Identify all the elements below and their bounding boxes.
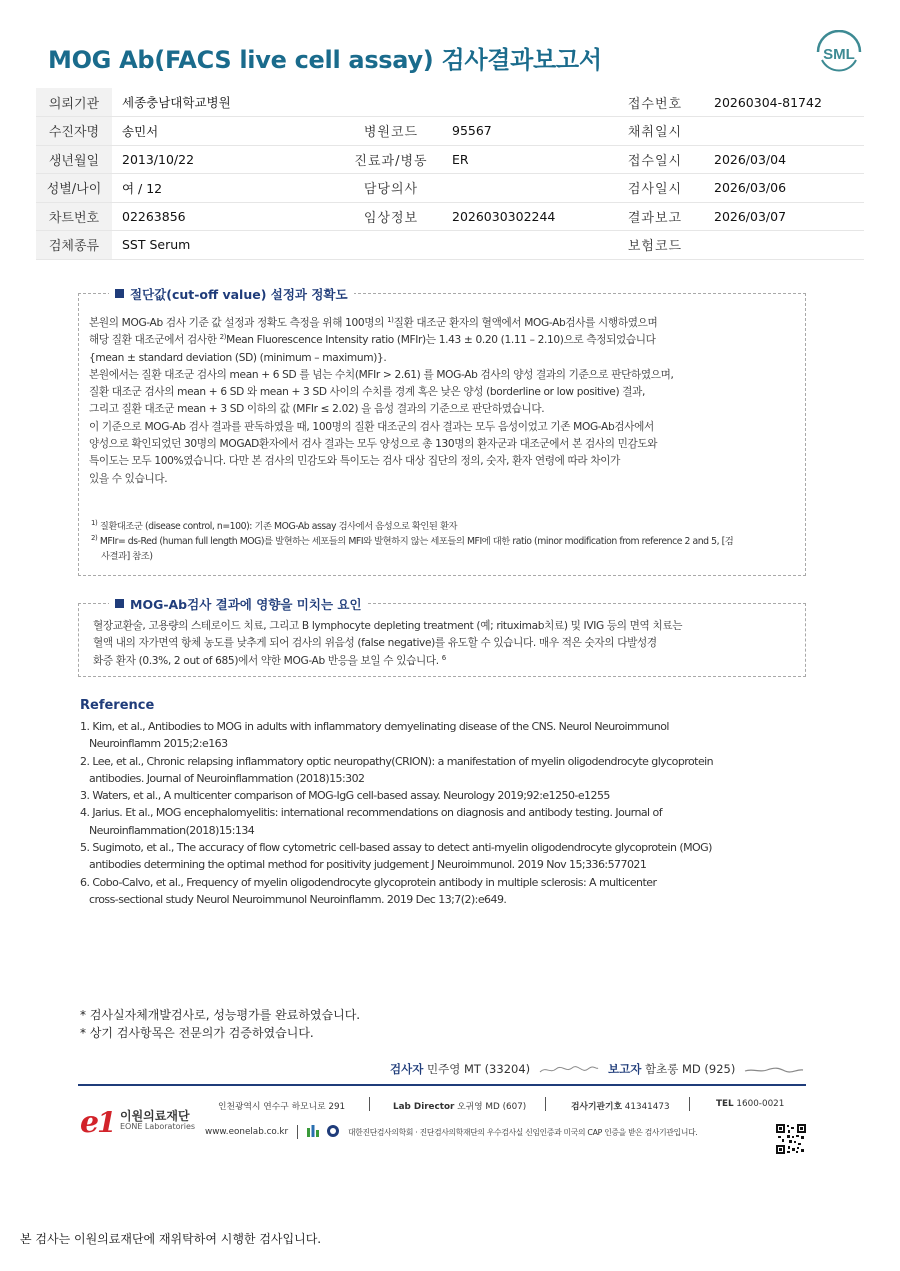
info-value: 2013/10/22 <box>112 145 340 174</box>
reference-line: 1. Kim, et al., Antibodies to MOG in adults with inflammatory demyelinating disease of the CNS. Neurol Neuroimmunol <box>80 720 669 733</box>
bottom-notice: 본 검사는 이원의료재단에 재위탁하여 시행한 검사입니다. <box>20 1232 322 1246</box>
footer-separator <box>545 1097 546 1111</box>
qr-code-icon <box>776 1124 806 1154</box>
notes <box>80 1007 360 1042</box>
info-value <box>442 174 606 203</box>
cap-cert-icon <box>326 1124 340 1138</box>
info-label: 검체종류 <box>36 231 112 260</box>
reference-line: 2. Lee, et al., Chronic relapsing inflammatory optic neuropathy(CRION): a manifestation of myelin oligodendrocyte glycoprotein <box>80 754 714 768</box>
tester-signature-scribble-icon <box>538 1064 600 1076</box>
cutoff-text-line: 본원에서는 질환 대조군 검사의 mean + 6 SD 를 넘는 수치(MFIr > 2.61) 를 MOG-Ab 검사의 양성 결과의 기준으로 판단하였으며, <box>89 368 674 381</box>
svg-text:SML: SML <box>823 46 855 63</box>
lab-cert-icon <box>306 1124 320 1138</box>
reference-list <box>80 718 713 908</box>
footer-address: 인천광역시 연수구 하모니로 291 <box>218 1102 346 1112</box>
reference-line: Neuroinflammation(2018)15:134 <box>89 823 255 837</box>
cutoff-text-line: 질환 대조군 검사의 mean + 6 SD 와 mean + 3 SD 사이의 수치를 경계 혹은 낮은 양성 (borderline or low positive) 결과, <box>89 386 646 399</box>
factors-text-line: 화증 환자 (0.3%, 2 out of 685)에서 약한 MOG-Ab 반응을 보일 수 있습니다. $^6$ <box>93 653 446 667</box>
factors-text-line: 혈장교환술, 고용량의 스테로이드 치료, 그리고 B lymphocyte depleting treatment (예; rituximab치료) 및 IVIG 등의 면역 치료는 <box>93 620 683 632</box>
info-label: 성별/나이 <box>36 174 112 203</box>
footer-org-code: 검사기관기호 41341473 <box>571 1102 670 1112</box>
info-row <box>36 117 864 146</box>
sml-logo-icon <box>814 30 864 76</box>
info-value: 95567 <box>442 117 606 146</box>
info-row <box>36 145 864 174</box>
info-value <box>704 117 864 146</box>
cutoff-heading: 절단값(cut-off value) 설정과 정확도 <box>109 285 354 303</box>
report-title: MOG Ab(FACS live cell assay) 검사결과보고서 <box>48 46 602 74</box>
cutoff-text-line: 있을 수 있습니다. <box>89 472 168 485</box>
footer-divider <box>78 1084 806 1086</box>
reference-line: 5. Sugimoto, et al., The accuracy of flow cytometric cell-based assay to detect anti-myelin oligodendrocyte glycoprotein (MOG) <box>80 841 712 855</box>
reference-line: 3. Waters, et al., A multicenter comparison of MOG-IgG cell-based assay. Neurology 2019;92:e1250-e1255 <box>80 789 610 803</box>
info-value: 송민서 <box>112 117 340 146</box>
reference-line: antibodies determining the optimal method for positivity judgement J Neuroimmunol. 2019 Nov 15;336:577021 <box>89 858 647 872</box>
cutoff-text-line: 이 기준으로 MOG-Ab 검사 결과를 판독하였을 때, 100명의 질환 대조군의 검사 결과는 모두 음성이었고 기존 MOG-Ab검사에서 <box>89 420 654 433</box>
info-label: 접수일시 <box>606 145 704 174</box>
footer-lab-director: Lab Director 오귀영 MD (607) <box>393 1102 527 1112</box>
footnote-2-cont: 사결과] 참조) <box>101 551 153 562</box>
cutoff-text-line: 양성으로 확인되었던 30명의 MOGAD환자에서 검사 결과는 모두 양성으로 총 130명의 환자군과 대조군에서 본 검사의 민감도와 <box>89 438 658 451</box>
info-label: 병원코드 <box>340 117 442 146</box>
info-value: 20260304-81742 <box>704 88 864 117</box>
info-row <box>36 88 864 117</box>
factors-section <box>78 597 806 677</box>
cutoff-text-line: 해당 질환 대조군에서 검사한 $^{2)}$Mean Fluorescence Intensity ratio (MFIr)는 1.43 ± 0.20 (1.11 – 2.10)으로 측정되었습니다 <box>89 333 656 347</box>
info-value <box>704 231 864 260</box>
eone-logo-icon <box>80 1102 120 1138</box>
eone-org-name: 이원의료재단 <box>120 1109 190 1123</box>
heading-square-icon <box>115 599 124 608</box>
info-label: 접수번호 <box>606 88 704 117</box>
info-row <box>36 202 864 231</box>
patient-info-table <box>36 88 864 260</box>
reporter-signature-scribble-icon <box>743 1064 805 1076</box>
note-line: * 상기 검사항목은 전문의가 검증하였습니다. <box>80 1025 314 1040</box>
info-row <box>36 174 864 203</box>
reference-title: Reference <box>80 698 155 713</box>
footer-separator <box>689 1097 690 1111</box>
cutoff-text-line: 특이도는 모두 100%였습니다. 다만 본 검사의 민감도와 특이도는 검사 대상 집단의 정의, 숫자, 환자 연령에 따라 차이가 <box>89 455 620 468</box>
footer-tel: TEL 1600-0021 <box>716 1099 785 1109</box>
cutoff-text-line: 그리고 질환 대조군 mean + 3 SD 이하의 값 (MFIr ≤ 2.02) 을 음성 결과의 기준으로 판단하였습니다. <box>89 403 545 416</box>
info-value: 2026030302244 <box>442 202 606 231</box>
cutoff-section <box>78 287 806 576</box>
footer-separator <box>369 1097 370 1111</box>
info-label <box>340 231 442 260</box>
reporter-signature: 보고자 함초롱 MD (925) <box>608 1061 805 1077</box>
info-value: 2026/03/06 <box>704 174 864 203</box>
tester-signature: 검사자 민주영 MT (33204) <box>390 1061 600 1077</box>
info-value: 2026/03/04 <box>704 145 864 174</box>
info-value: SST Serum <box>112 231 340 260</box>
reference-line: cross-sectional study Neurol Neuroimmunol Neuroinflamm. 2019 Dec 13;7(2):e649. <box>89 892 507 906</box>
info-label: 담당의사 <box>340 174 442 203</box>
info-label: 검사일시 <box>606 174 704 203</box>
info-value: 02263856 <box>112 202 340 231</box>
footer-website[interactable]: www.eonelab.co.kr <box>205 1127 289 1137</box>
info-label: 진료과/병동 <box>340 145 442 174</box>
info-label: 의뢰기관 <box>36 88 112 117</box>
eone-org-subtitle: EONE Laboratories <box>120 1122 196 1131</box>
info-label: 보험코드 <box>606 231 704 260</box>
footer-certification: 대한진단검사의학회 · 진단검사의학재단의 우수검사실 신임인증과 미국의 CAP 인증을 받은 검사기관입니다. <box>348 1128 698 1137</box>
info-label <box>340 88 442 117</box>
svg-text:e: e <box>80 1105 100 1138</box>
reference-line: 6. Cobo-Calvo, et al., Frequency of myelin oligodendrocyte glycoprotein antibody in multiple sclerosis: A multicenter <box>80 875 657 889</box>
info-value: 2026/03/07 <box>704 202 864 231</box>
info-label: 생년월일 <box>36 145 112 174</box>
info-value: 여 / 12 <box>112 174 340 203</box>
factors-heading: MOG-Ab검사 결과에 영향을 미치는 요인 <box>109 595 368 613</box>
svg-text:1: 1 <box>97 1106 117 1138</box>
cutoff-text-line: {mean ± standard deviation (SD) (minimum – maximum)}. <box>89 351 387 364</box>
note-line: * 검사실자체개발검사로, 성능평가를 완료하였습니다. <box>80 1008 361 1022</box>
reference-line: Neuroinflamm 2015;2:e163 <box>89 737 228 751</box>
heading-square-icon <box>115 289 124 298</box>
cutoff-text-line: 본원의 MOG-Ab 검사 기준 값 설정과 정확도 측정을 위해 100명의 $^{1)}$질환 대조군 환자의 혈액에서 MOG-Ab검사를 시행하였으며 <box>89 316 658 329</box>
reference-line: antibodies. Journal of Neuroinflammation (2018)15:302 <box>89 771 365 785</box>
footnote-2: $^{2)}$ MFIr= ds-Red (human full length MOG)를 발현하는 세포들의 MFI와 발현하지 않는 세포들의 MFI에 대한 ratio (minor modification from reference 2 and 5, [검 <box>91 534 734 547</box>
info-value: 세종충남대학교병원 <box>112 88 340 117</box>
info-label: 채취일시 <box>606 117 704 146</box>
info-label: 차트번호 <box>36 202 112 231</box>
info-label: 수진자명 <box>36 117 112 146</box>
info-value <box>442 88 606 117</box>
info-label: 임상정보 <box>340 202 442 231</box>
footnote-1: $^{1)}$ 질환대조군 (disease control, n=100): 기존 MOG-Ab assay 검사에서 음성으로 확인된 환자 <box>91 519 458 532</box>
info-value <box>442 231 606 260</box>
info-row <box>36 231 864 260</box>
reference-line: 4. Jarius. Et al., MOG encephalomyelitis: international recommendations on diagnosis and antibody testing. Journal of <box>80 806 663 820</box>
footer-separator <box>297 1125 298 1139</box>
info-value: ER <box>442 145 606 174</box>
info-label: 결과보고 <box>606 202 704 231</box>
factors-text-line: 혈액 내의 자가면역 항체 농도를 낮추게 되어 검사의 위음성 (false negative)를 유도할 수 있습니다. 매우 적은 숫자의 다발성경 <box>93 637 657 650</box>
